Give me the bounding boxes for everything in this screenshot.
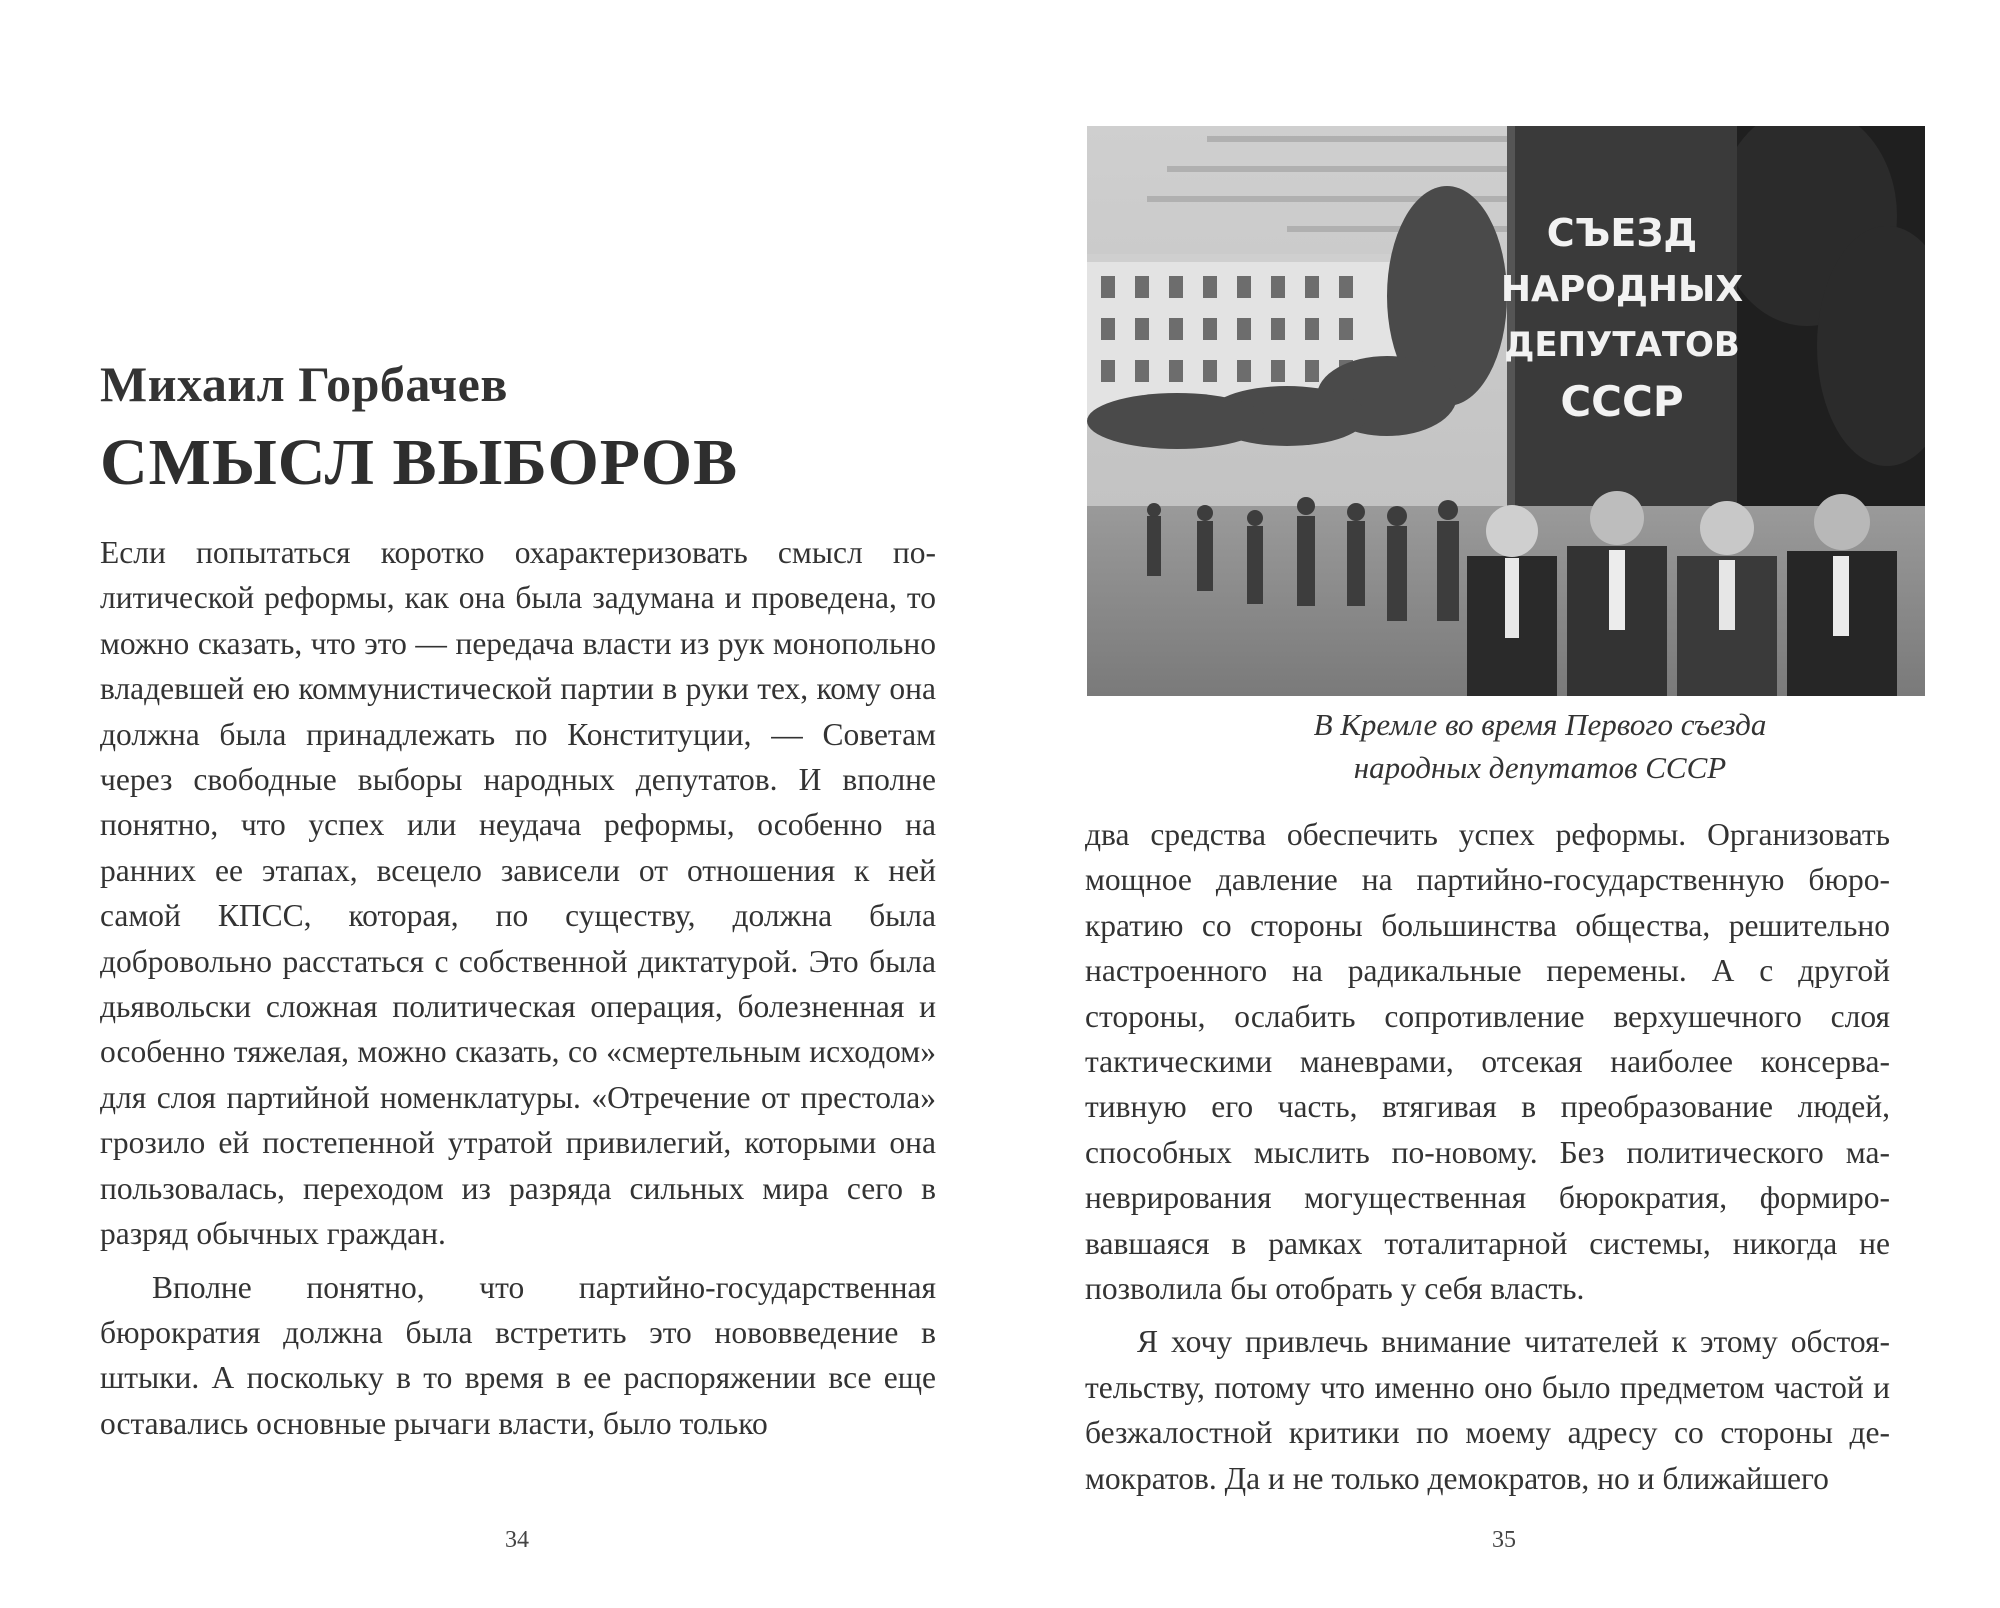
banner-line: СЪЕЗД xyxy=(1546,211,1698,255)
paragraph: Вполне понятно, что партийно-государственная бюрократия должна была встретить это нововведение в штыки. А поскольку в то время в ее распоряжении все еще оставались основные рычаги власти, было только xyxy=(100,1269,936,1441)
right-body-text xyxy=(1085,812,1890,1501)
banner xyxy=(1501,126,1743,546)
congress-photo xyxy=(1087,126,1925,696)
article-title: СМЫСЛ ВЫБОРОВ xyxy=(100,426,739,499)
photo-caption xyxy=(1080,703,2000,789)
banner-line: СССР xyxy=(1560,377,1684,426)
right-page xyxy=(1000,0,2000,1608)
paragraph: два средства обеспечить успех реформы. Организовать мощное давление на партийно-государственную бюрократию со стороны большинства общества, решительно настроенного на радикальные перемены. А с другой стороны, ослабить сопротивление верхушечного слоя тактическими маневрами, отсекая наиболее консервативную его часть, втягивая в преобразование людей, способных мыслить по-новому. Без политического маневрирования могущественная бюрократия, формировавшаяся в рамках тоталитарной системы, никогда не позволила бы отобрать у себя власть. xyxy=(1085,817,1890,1307)
author-name: Михаил Горбачев xyxy=(100,356,508,412)
page-number-right: 35 xyxy=(1492,1527,1516,1553)
caption-line: народных депутатов СССР xyxy=(1353,750,1727,785)
caption-line: В Кремле во время Первого съезда xyxy=(1313,707,1767,742)
paragraph: Если попытаться коротко охарактеризовать смысл политической реформы, как она была задумана и проведена, то можно сказать, что это — передача власти из рук монопольно владевшей ею коммунистической партии в руки тех, кому она должна была принадлежать по Конституции, — Советам через свободные выборы народных депутатов. И вполне понятно, что успех или неудача реформы, особенно на ранних ее этапах, всецело зависели от отношения к ней самой КПСС, которая, по существу, должна была добровольно расстаться с собственной диктатурой. Это была дьявольски сложная политическая операция, болезненная и особенно тяжелая, можно сказать, со «смертельным исходом» для слоя партийной номенклатуры. «Отречение от престола» грозило ей постепенной утратой привилегий, которыми она пользовалась, переходом из разряда сильных мира сего в разряд обычных граждан. xyxy=(100,535,936,1252)
banner-line: ДЕПУТАТОВ xyxy=(1504,325,1740,365)
left-body-text xyxy=(100,530,936,1446)
photo-illustration xyxy=(1087,126,1925,696)
banner-line: НАРОДНЫХ xyxy=(1500,269,1744,310)
paragraph: Я хочу привлечь внимание читателей к этому обстоятельству, потому что именно оно было предметом частой и безжалостной критики по моему адресу со стороны демократов. Да и не только демократов, но и ближайшего xyxy=(1085,1324,1890,1496)
page-number-left: 34 xyxy=(505,1527,529,1553)
